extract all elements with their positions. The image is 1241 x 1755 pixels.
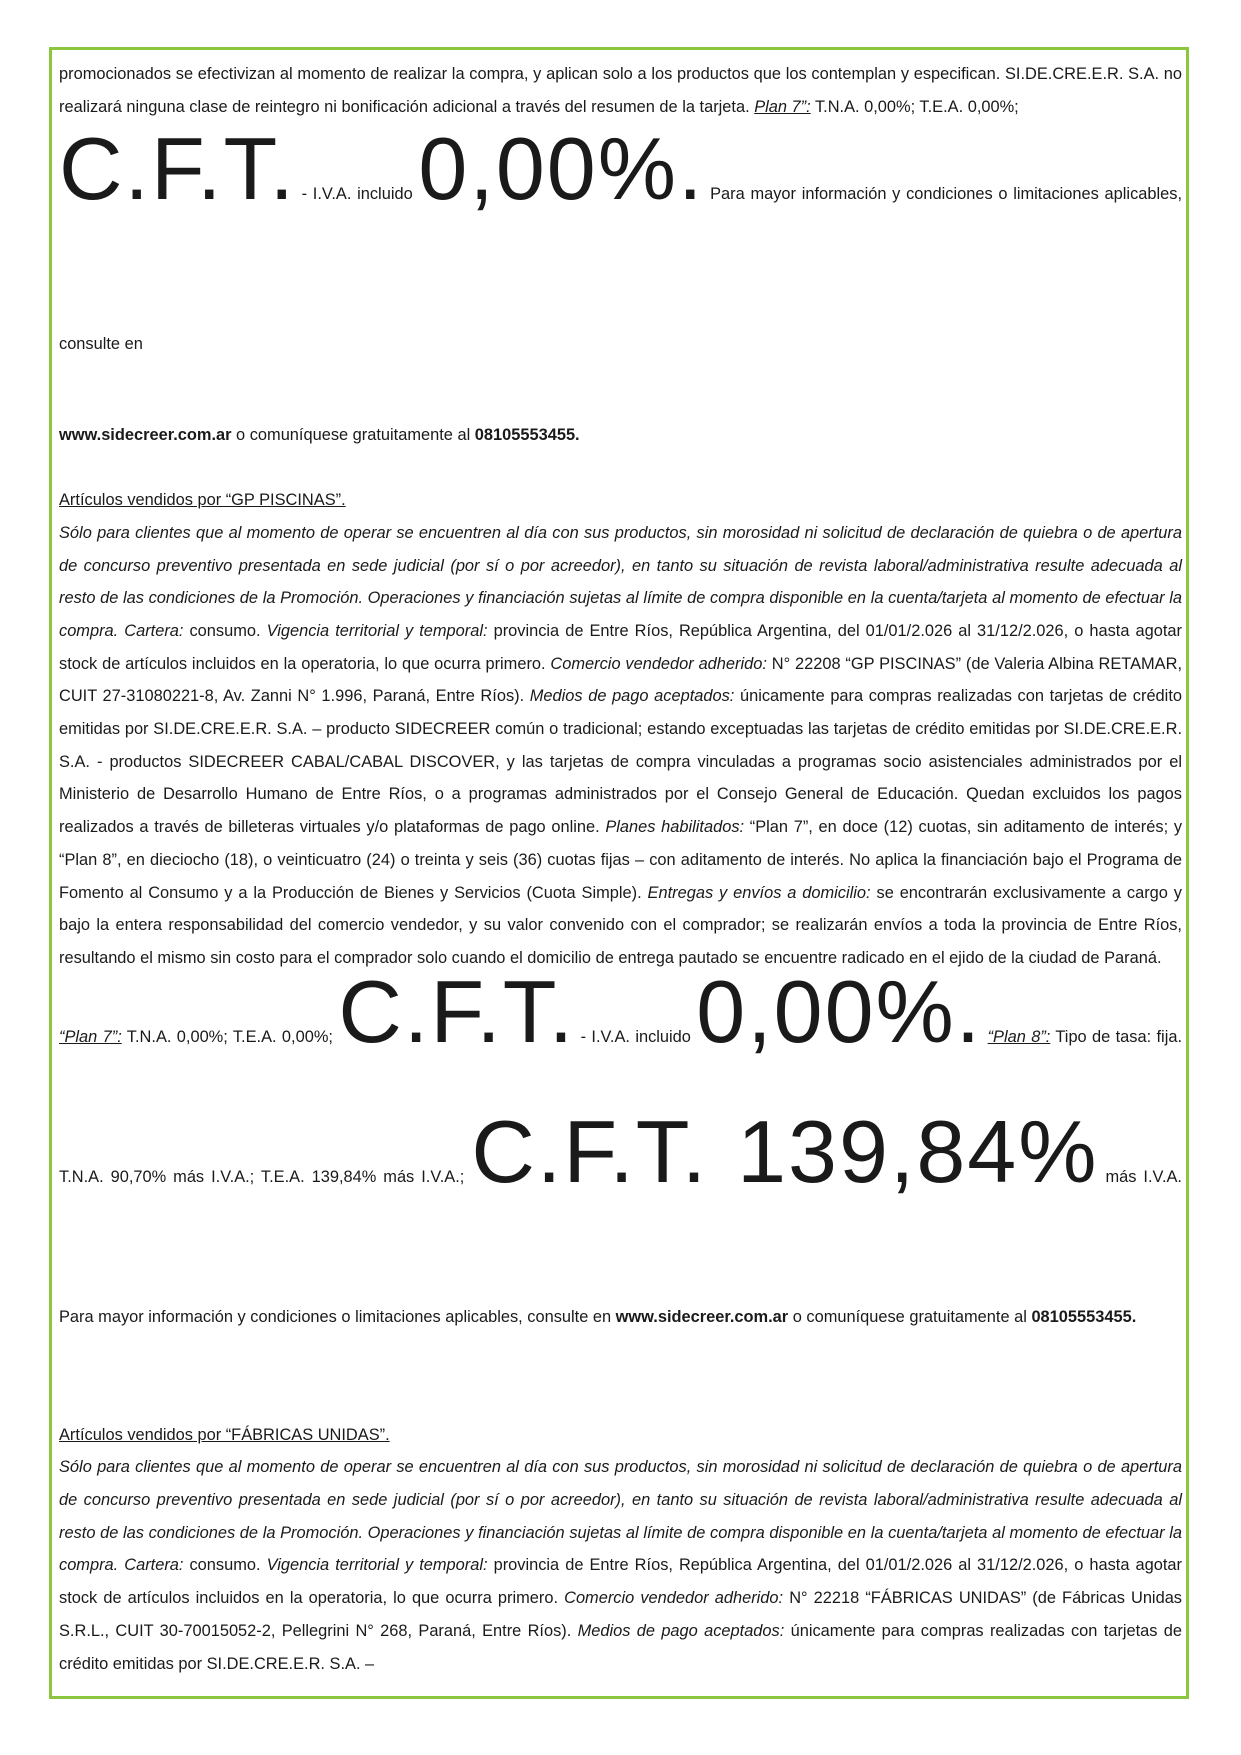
document-body [59, 58, 1182, 1680]
gp-plan8-cft-big: C.F.T. 139,84% [471, 1101, 1099, 1201]
gp-rates-line [59, 961, 1182, 1387]
cft-percent-big: 0,00%. [418, 119, 705, 219]
intro-text: promocionados se efectivizan al momento de realizar la compra, y aplican solo a los productos que los contemplan y especifican. SI.DE.CRE.E.R. S.A. no realizará ninguna clase de reintegro ni bonificación adicional a través del resumen de la tarjeta. [59, 65, 1182, 116]
gp-planes: “Plan 7”, en doce (12) cuotas, sin aditamento de interés; y “Plan 8”, en dieciocho (18), o veinticuatro (24) o treinta y seis (36) cuotas fijas – con aditamento de interés. No aplica la financiación bajo el Programa de Fomento al Consumo y a la Producción de Bienes y Servicios (Cuota Simple). [59, 818, 1183, 902]
intro-cft-line [59, 119, 1182, 419]
gp-cft-percent-big: 0,00%. [696, 961, 983, 1061]
gp-phone-number: 08105553455. [1031, 1307, 1137, 1326]
contact-text: o comuníquese gratuitamente al [231, 426, 475, 445]
gp-comercio-label: Comercio vendedor adherido: [550, 654, 767, 673]
gp-entregas-label: Entregas y envíos a domicilio: [647, 883, 871, 902]
gp-vigencia-label: Vigencia territorial y temporal: [266, 621, 488, 640]
gp-plan7-rates: T.N.A. 0,00%; T.E.A. 0,00%; [121, 1027, 333, 1046]
gp-cft-big: C.F.T. [338, 961, 576, 1061]
gp-cartera: consumo. [183, 621, 267, 640]
gp-section [59, 484, 1182, 975]
gp-planes-label: Planes habilitados: [605, 818, 745, 837]
fu-medios-label: Medios de pago aceptados: [577, 1621, 785, 1640]
fu-eligibility: Sólo para clientes que al momento de operar se encuentren al día con sus productos, sin morosidad ni solicitud de declaración de quiebra o de apertura de concurso preventivo presentada en sede judicial (por sí o por acreedor), en tanto su situación de revista laboral/administrativa resulte adecuada al resto de las condiciones de la Promoción. Operaciones y financiación sujetas al límite de compra disponible en la cuenta/tarjeta al momento de efectuar la compra. Cartera: [59, 1458, 1182, 1575]
plan7-rates: T.N.A. 0,00%; T.E.A. 0,00%; [810, 97, 1019, 116]
gp-medios: únicamente para compras realizadas con tarjetas de crédito emitidas por SI.DE.CRE.E.R. S.A. – producto SIDECREER común o tradicional; estando exceptuadas las tarjetas de crédito emitidas por SI.DE.CRE.E.R. S.A. - productos SIDECREER CABAL/CABAL DISCOVER, y las tarjetas de compra vinculadas a programas socio asistenciales administrados por el Ministerio de Desarrollo Humano de Entre Ríos, o a programas administrados por el Consejo General de Educación. Quedan excluidos los pagos realizados a través de billeteras virtuales y/o plataformas de pago online. [59, 687, 1182, 837]
gp-plan7-label: “Plan 7”: [59, 1027, 122, 1046]
fu-comercio-label: Comercio vendedor adherido: [564, 1589, 784, 1608]
fu-vigencia: provincia de Entre Ríos, República Argentina, del 01/01/2.026 al 31/12/2.026, o hasta agotar stock de artículos incluidos en la operatoria, lo que ocurra primero. [59, 1556, 1182, 1608]
gp-website-link[interactable]: www.sidecreer.com.ar [615, 1307, 789, 1326]
more-info-text: Para mayor información y condiciones o limitaciones aplicables, consulte en [59, 185, 1182, 354]
gp-vigencia: provincia de Entre Ríos, República Argentina, del 01/01/2.026 al 31/12/2.026, o hasta agotar stock de artículos incluidos en la operatoria, lo que ocurra primero. [59, 621, 1182, 673]
gp-eligibility: Sólo para clientes que al momento de operar se encuentren al día con sus productos, sin morosidad ni solicitud de declaración de quiebra o de apertura de concurso preventivo presentada en sede judicial (por sí o por acreedor), en tanto su situación de revista laboral/administrativa resulte adecuada al resto de las condiciones de la Promoción. Operaciones y financiación sujetas al límite de compra disponible en la cuenta/tarjeta al momento de efectuar la compra. Cartera: [59, 523, 1182, 640]
gp-plan8-rates: Tipo de tasa: fija. T.N.A. 90,70% más I.V.A.; T.E.A. 139,84% más I.V.A.; [59, 1027, 1182, 1186]
gp-contact-text: o comuníquese gratuitamente al [788, 1307, 1032, 1326]
gp-plan8-label: “Plan 8”: [987, 1027, 1051, 1046]
fu-section [59, 1419, 1182, 1681]
intro-paragraph [59, 58, 1182, 123]
phone-number: 08105553455. [474, 426, 580, 445]
section-heading-fu: Artículos vendidos por “FÁBRICAS UNIDAS”. [59, 1425, 390, 1444]
gp-entregas: se encontrarán exclusivamente a cargo y bajo la entera responsabilidad del comercio vendedor, y su valor convenido con el comprador; se realizarán envíos a toda la provincia de Entre Ríos, resultando el mismo sin costo para el comprador solo cuando el domicilio de entrega pautado se encuentre radicado en el ejido de la ciudad de Paraná. [59, 883, 1182, 967]
cft-big: C.F.T. [59, 119, 296, 219]
plan7-label: Plan 7”: [754, 97, 811, 116]
iva-text: - I.V.A. incluido [295, 185, 419, 204]
intro-contact [59, 419, 1182, 452]
fu-cartera: consumo. [183, 1556, 267, 1575]
gp-medios-label: Medios de pago aceptados: [529, 687, 735, 706]
gp-comercio: N° 22208 “GP PISCINAS” (de Valeria Albina RETAMAR, CUIT 27-31080221-8, Av. Zanni N° 1.996, Paraná, Entre Ríos). [59, 654, 1183, 706]
gp-plan8-after: más I.V.A. Para mayor información y condiciones o limitaciones aplicables, consulte en [59, 1167, 1182, 1326]
fu-medios: únicamente para compras realizadas con tarjetas de crédito emitidas por SI.DE.CRE.E.R. S.A. – [59, 1621, 1183, 1673]
section-heading-gp: Artículos vendidos por “GP PISCINAS”. [59, 491, 346, 510]
gp-iva-text: - I.V.A. incluido [575, 1027, 697, 1046]
fu-vigencia-label: Vigencia territorial y temporal: [266, 1556, 488, 1575]
website-link[interactable]: www.sidecreer.com.ar [59, 426, 232, 445]
fu-comercio: N° 22218 “FÁBRICAS UNIDAS” (de Fábricas Unidas S.R.L., CUIT 30-70015052-2, Pellegrini N° 268, Paraná, Entre Ríos). [59, 1589, 1183, 1640]
